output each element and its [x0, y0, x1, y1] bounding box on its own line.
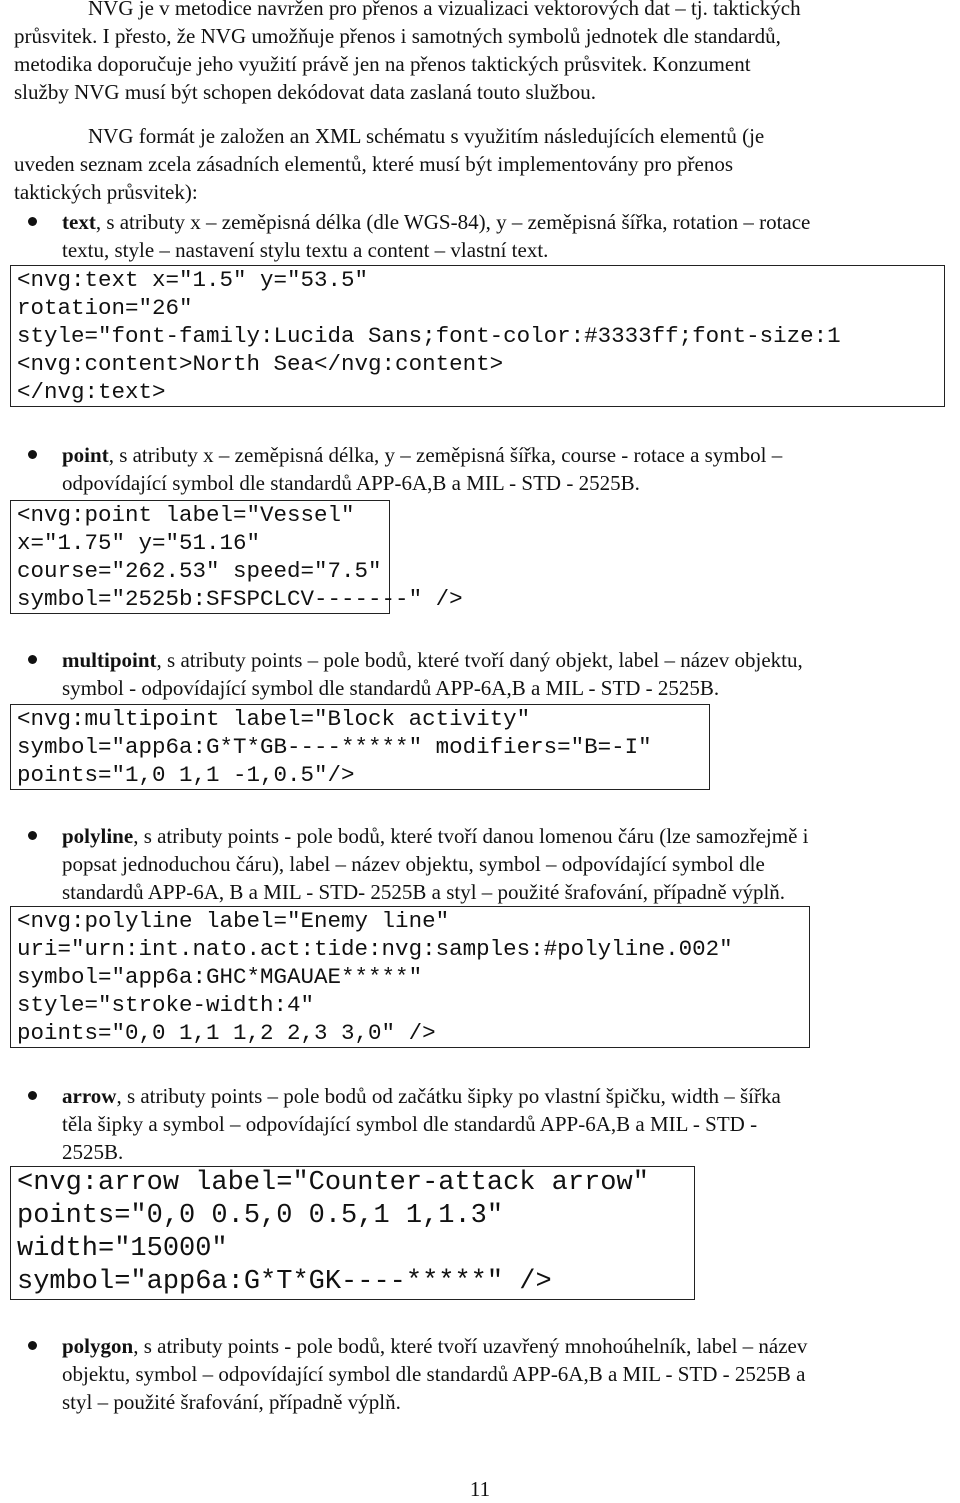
element-description-line: textu, style – nastavení stylu textu a content – vlastní text. — [62, 238, 549, 262]
element-description: , s atributy x – zeměpisná délka (dle WGS-84), y – zeměpisná šířka, rotation – rotace — [95, 210, 811, 234]
format-line: taktických průsvitek): — [14, 180, 198, 204]
element-description-line: objektu, symbol – odpovídající symbol dle standardů APP-6A,B a MIL - STD - 2525B a — [62, 1362, 806, 1386]
code-block-text — [10, 265, 945, 407]
element-item-polyline — [14, 822, 949, 906]
element-item-multipoint — [14, 646, 949, 702]
element-term: text — [62, 210, 96, 234]
intro-line: metodika doporučuje jeho využití právě jen na přenos taktických průsvitek. Konzument — [14, 52, 751, 76]
code-block-point — [10, 500, 463, 614]
code-block-polyline — [10, 906, 810, 1048]
page-number: 11 — [469, 1477, 491, 1501]
code-line: rotation="26" — [17, 295, 193, 321]
bullet-icon — [28, 1341, 37, 1350]
element-item-polygon — [14, 1332, 949, 1416]
element-description-line: popsat jednoduchou čáru), label – název objektu, symbol – odpovídající symbol dle — [62, 852, 765, 876]
element-description: , s atributy points – pole bodů, které tvoří daný objekt, label – název objektu, — [156, 648, 803, 672]
code-line: <nvg:arrow label="Counter-attack arrow" — [17, 1168, 649, 1198]
code-line: symbol="2525b:SFSPCLCV-------" /> — [17, 586, 463, 612]
element-description-line: těla šipky a symbol – odpovídající symbol dle standardů APP-6A,B a MIL - STD - — [62, 1112, 758, 1136]
bullet-icon — [28, 655, 37, 664]
element-description: , s atributy points - pole bodů, které tvoří uzavřený mnohoúhelník, label – název — [133, 1334, 808, 1358]
element-item-text — [14, 208, 949, 264]
code-line: uri="urn:int.nato.act:tide:nvg:samples:#polyline.002" — [17, 936, 733, 962]
element-term: multipoint — [62, 648, 157, 672]
code-line: course="262.53" speed="7.5" — [17, 558, 382, 584]
element-description-line: odpovídající symbol dle standardů APP-6A,B a MIL - STD - 2525B. — [62, 471, 640, 495]
element-description-line: symbol - odpovídající symbol dle standardů APP-6A,B a MIL - STD - 2525B. — [62, 676, 720, 700]
bullet-icon — [28, 1091, 37, 1100]
element-item-point — [14, 441, 949, 497]
bullet-icon — [28, 217, 37, 226]
code-line: symbol="app6a:G*T*GB----*****" modifiers="B=-I" — [17, 734, 652, 760]
code-line: style="font-family:Lucida Sans;font-color:#3333ff;font-size:1 — [17, 323, 841, 349]
code-line: <nvg:content>North Sea</nvg:content> — [17, 351, 504, 377]
intro-line: NVG je v metodice navržen pro přenos a vizualizaci vektorových dat – tj. taktických — [88, 0, 801, 20]
code-line: <nvg:point label="Vessel" — [17, 502, 355, 528]
intro-paragraph — [14, 0, 944, 106]
code-block-multipoint — [10, 704, 710, 790]
element-description: , s atributy points – pole bodů od začátku šipky po vlastní špičku, width – šířka — [116, 1084, 781, 1108]
code-line: <nvg:multipoint label="Block activity" — [17, 706, 531, 732]
element-term: polygon — [62, 1334, 134, 1358]
element-description: , s atributy points - pole bodů, které tvoří danou lomenou čáru (lze samozřejmě i — [133, 824, 809, 848]
bullet-icon — [28, 450, 37, 459]
code-line: x="1.75" y="51.16" — [17, 530, 261, 556]
element-term: point — [62, 443, 109, 467]
code-line: </nvg:text> — [17, 379, 166, 405]
element-item-arrow — [14, 1082, 949, 1166]
element-term: polyline — [62, 824, 134, 848]
code-line: <nvg:text x="1.5" y="53.5" — [17, 267, 369, 293]
element-term: arrow — [62, 1084, 117, 1108]
format-paragraph — [14, 122, 944, 206]
bullet-icon — [28, 831, 37, 840]
code-line: symbol="app6a:G*T*GK----*****" /> — [17, 1267, 552, 1297]
format-line: NVG formát je založen an XML schématu s využitím následujících elementů (je — [88, 124, 765, 148]
code-line: points="0,0 0.5,0 0.5,1 1,1.3" — [17, 1201, 504, 1231]
code-line: <nvg:polyline label="Enemy line" — [17, 908, 450, 934]
intro-line: průsvitek. I přesto, že NVG umožňuje přenos i samotných symbolů jednotek dle standardů, — [14, 24, 781, 48]
element-description-line: standardů APP-6A, B a MIL - STD- 2525B a styl – použité šrafování, případně výplň. — [62, 880, 786, 904]
element-description-line: styl – použité šrafování, případně výplň. — [62, 1390, 401, 1414]
code-line: width="15000" — [17, 1234, 228, 1264]
code-line: symbol="app6a:GHC*MGAUAE*****" — [17, 964, 423, 990]
element-description: , s atributy x – zeměpisná délka, y – zeměpisná šířka, course - rotace a symbol – — [108, 443, 783, 467]
code-line: points="1,0 1,1 -1,0.5"/> — [17, 762, 355, 788]
code-block-arrow — [10, 1166, 695, 1300]
code-line: style="stroke-width:4" — [17, 992, 315, 1018]
format-line: uveden seznam zcela zásadních elementů, které musí být implementovány pro přenos — [14, 152, 733, 176]
intro-line: služby NVG musí být schopen dekódovat data zaslaná touto službou. — [14, 80, 597, 104]
element-description-line: 2525B. — [62, 1140, 124, 1164]
code-line: points="0,0 1,1 1,2 2,3 3,0" /> — [17, 1020, 436, 1046]
